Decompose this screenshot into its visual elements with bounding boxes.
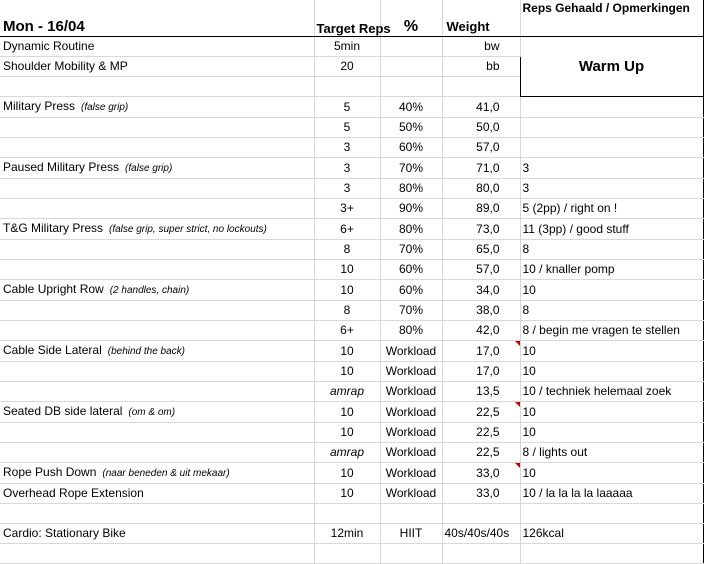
weight-cell[interactable]: 71,0 [442, 158, 520, 179]
weight-cell[interactable]: bw [442, 37, 520, 57]
reps-cell[interactable]: 10 [314, 484, 380, 504]
result-cell[interactable]: 3 [520, 179, 703, 199]
reps-cell[interactable]: 12min [314, 524, 380, 544]
result-cell[interactable]: 8 [520, 240, 703, 260]
percent-cell[interactable]: 90% [380, 199, 442, 219]
result-cell[interactable]: 10 [520, 362, 703, 382]
table-row [0, 382, 703, 402]
reps-cell[interactable]: 20 [314, 57, 380, 77]
result-cell[interactable] [520, 504, 703, 524]
sheet-title-cell[interactable] [0, 0, 314, 37]
exercise-cell[interactable] [0, 280, 314, 301]
percent-cell[interactable]: Workload [380, 382, 442, 402]
exercise-note: (om & om) [128, 407, 176, 418]
reps-cell[interactable] [314, 504, 380, 524]
percent-cell[interactable]: Workload [380, 443, 442, 463]
exercise-name: Rope Push Down [3, 465, 97, 479]
result-cell[interactable]: 3 [520, 158, 703, 179]
percent-cell[interactable]: Workload [380, 423, 442, 443]
weight-cell[interactable]: 13,5 [442, 382, 520, 402]
exercise-cell[interactable] [0, 179, 314, 199]
exercise-note: (false grip) [81, 102, 129, 113]
table-row [0, 484, 703, 504]
target-reps-label: Target Reps [316, 21, 391, 36]
exercise-cell[interactable] [0, 504, 314, 524]
percent-cell[interactable]: 60% [380, 280, 442, 301]
weight-cell[interactable]: 57,0 [442, 260, 520, 280]
target-reps-header[interactable] [314, 0, 391, 37]
reps-cell[interactable]: 10 [314, 402, 380, 423]
exercise-cell[interactable] [0, 423, 314, 443]
reps-cell[interactable]: 3 [314, 158, 380, 179]
table-row [0, 402, 703, 423]
exercise-note: (2 handles, chain) [109, 285, 190, 296]
reps-cell[interactable]: 5min [314, 37, 380, 57]
table-row [0, 118, 703, 138]
exercise-cell[interactable] [0, 402, 314, 423]
percent-cell[interactable]: HIIT [380, 524, 442, 544]
percent-cell[interactable]: Workload [380, 402, 442, 423]
table-row [0, 544, 703, 564]
weight-cell[interactable]: 57,0 [442, 138, 520, 158]
percent-cell[interactable]: 80% [380, 321, 442, 341]
reps-cell[interactable]: 5 [314, 97, 380, 118]
result-cell[interactable]: 10 / la la la la laaaaa [520, 484, 703, 504]
table-row [0, 37, 703, 57]
reps-cell[interactable]: 10 [314, 423, 380, 443]
exercise-cell[interactable] [0, 240, 314, 260]
exercise-cell[interactable] [0, 138, 314, 158]
weight-cell[interactable]: 42,0 [442, 321, 520, 341]
reps-cell[interactable]: amrap [314, 443, 380, 463]
weight-cell[interactable]: 80,0 [442, 179, 520, 199]
result-cell[interactable]: 5 (2pp) / right on ! [520, 199, 703, 219]
exercise-name: Cable Upright Row [3, 282, 104, 296]
weight-cell[interactable]: 22,5 [442, 443, 520, 463]
table-row [0, 463, 703, 484]
reps-cell[interactable]: 6+ [314, 219, 380, 240]
percent-cell[interactable]: 50% [380, 118, 442, 138]
exercise-cell[interactable] [0, 77, 314, 97]
reps-cell[interactable] [314, 77, 380, 97]
result-cell[interactable]: 10 [520, 463, 703, 484]
table-row [0, 97, 703, 118]
result-cell[interactable]: 10 [520, 402, 703, 423]
percent-cell[interactable]: 80% [380, 179, 442, 199]
percent-cell[interactable] [380, 37, 442, 57]
weight-label: Weight [446, 19, 490, 34]
exercise-name: Seated DB side lateral [3, 404, 123, 418]
weight-cell[interactable]: 50,0 [442, 118, 520, 138]
exercise-cell[interactable] [0, 199, 314, 219]
weight-cell[interactable]: 41,0 [442, 97, 520, 118]
exercise-cell[interactable] [0, 118, 314, 138]
table-row [0, 179, 703, 199]
exercise-cell[interactable] [0, 321, 314, 341]
exercise-name: Overhead Rope Extension [3, 486, 144, 500]
result-cell[interactable]: 10 [520, 341, 703, 362]
reps-cell[interactable]: 6+ [314, 321, 380, 341]
result-cell[interactable] [520, 118, 703, 138]
exercise-cell[interactable] [0, 158, 314, 179]
weight-cell[interactable]: 34,0 [442, 280, 520, 301]
exercise-name: Military Press [3, 99, 76, 113]
result-cell[interactable]: 11 (3pp) / good stuff [520, 219, 703, 240]
percent-cell[interactable]: Workload [380, 362, 442, 382]
reps-cell[interactable]: 10 [314, 362, 380, 382]
percent-cell[interactable]: 60% [380, 138, 442, 158]
reps-cell[interactable]: amrap [314, 382, 380, 402]
weight-cell[interactable] [442, 77, 520, 97]
table-row [0, 341, 703, 362]
table-row [0, 443, 703, 463]
weight-cell[interactable]: 38,0 [442, 301, 520, 321]
exercise-name: Cardio: Stationary Bike [3, 526, 126, 540]
percent-cell[interactable]: 40% [380, 97, 442, 118]
exercise-cell[interactable] [0, 484, 314, 504]
weight-cell[interactable]: 40s/40s/40s [442, 524, 520, 544]
result-cell[interactable]: 10 [520, 423, 703, 443]
exercise-cell[interactable] [0, 97, 314, 118]
weight-cell[interactable]: 33,0 [442, 484, 520, 504]
reps-cell[interactable]: 8 [314, 240, 380, 260]
exercise-name: T&G Military Press [3, 221, 104, 235]
exercise-name: Paused Military Press [3, 160, 120, 174]
reps-cell[interactable]: 10 [314, 260, 380, 280]
percent-cell[interactable] [380, 57, 442, 77]
percent-cell[interactable]: 70% [380, 301, 442, 321]
exercise-cell[interactable] [0, 382, 314, 402]
table-row [0, 280, 703, 301]
results-header[interactable] [520, 0, 703, 37]
table-row [0, 362, 703, 382]
exercise-name: Cable Side Lateral [3, 343, 102, 357]
exercise-note: (false grip) [125, 163, 173, 174]
percent-cell[interactable] [380, 77, 442, 97]
weight-cell[interactable]: 73,0 [442, 219, 520, 240]
exercise-cell[interactable] [0, 260, 314, 280]
reps-cell[interactable]: 3 [314, 179, 380, 199]
percent-cell[interactable]: 60% [380, 260, 442, 280]
exercise-cell[interactable] [0, 463, 314, 484]
percent-cell[interactable]: Workload [380, 463, 442, 484]
percent-cell[interactable]: 70% [380, 240, 442, 260]
result-cell[interactable]: 10 / knaller pomp [520, 260, 703, 280]
exercise-note: (naar beneden & uit mekaar) [102, 468, 230, 479]
reps-cell[interactable] [314, 544, 380, 564]
header-row [0, 0, 703, 37]
exercise-cell[interactable] [0, 37, 314, 57]
percent-cell[interactable]: Workload [380, 341, 442, 362]
table-row [0, 219, 703, 240]
warm-up-cell[interactable]: Warm Up [520, 37, 703, 97]
exercise-cell[interactable] [0, 443, 314, 463]
table-row [0, 260, 703, 280]
sheet-title: Mon - 16/04 [3, 18, 85, 35]
weight-cell[interactable]: 17,0 [442, 362, 520, 382]
reps-cell[interactable]: 3+ [314, 199, 380, 219]
weight-cell[interactable]: 17,0 [442, 341, 520, 362]
weight-cell[interactable]: 89,0 [442, 199, 520, 219]
percent-cell[interactable]: 70% [380, 158, 442, 179]
result-cell[interactable]: 8 [520, 301, 703, 321]
table-row [0, 504, 703, 524]
weight-cell[interactable] [442, 504, 520, 524]
exercise-name: Shoulder Mobility & MP [3, 59, 128, 73]
table-row [0, 240, 703, 260]
result-cell[interactable] [520, 138, 703, 158]
reps-cell[interactable]: 3 [314, 138, 380, 158]
reps-cell[interactable]: 5 [314, 118, 380, 138]
exercise-cell[interactable] [0, 362, 314, 382]
exercise-name: Dynamic Routine [3, 39, 95, 53]
result-cell[interactable]: 126kcal [520, 524, 703, 544]
percent-cell[interactable]: 80% [380, 219, 442, 240]
exercise-cell[interactable] [0, 544, 314, 564]
table-row [0, 199, 703, 219]
weight-cell[interactable] [442, 544, 520, 564]
percent-cell[interactable]: Workload [380, 484, 442, 504]
percent-label: % [403, 18, 419, 35]
exercise-cell[interactable] [0, 301, 314, 321]
table-row [0, 321, 703, 341]
exercise-cell[interactable] [0, 524, 314, 544]
reps-cell[interactable]: 10 [314, 341, 380, 362]
result-cell[interactable]: 10 / techniek helemaal zoek [520, 382, 703, 402]
weight-cell[interactable]: bb [442, 57, 520, 77]
table-row [0, 158, 703, 179]
exercise-cell[interactable] [0, 57, 314, 77]
reps-cell[interactable]: 10 [314, 463, 380, 484]
results-label: Reps Gehaald / Opmerkingen [522, 1, 690, 15]
result-cell[interactable] [520, 544, 703, 564]
result-cell[interactable]: 10 [520, 280, 703, 301]
weight-cell[interactable]: 33,0 [442, 463, 520, 484]
percent-cell[interactable] [380, 504, 442, 524]
exercise-note: (false grip, super strict, no lockouts) [109, 224, 267, 235]
weight-cell[interactable]: 22,5 [442, 402, 520, 423]
exercise-cell[interactable] [0, 341, 314, 362]
result-cell[interactable]: 8 / begin me vragen te stellen [520, 321, 703, 341]
reps-cell[interactable]: 8 [314, 301, 380, 321]
reps-cell[interactable]: 10 [314, 280, 380, 301]
result-cell[interactable] [520, 97, 703, 118]
table-row [0, 301, 703, 321]
percent-cell[interactable] [380, 544, 442, 564]
table-row [0, 423, 703, 443]
weight-cell[interactable]: 22,5 [442, 423, 520, 443]
result-cell[interactable]: 8 / lights out [520, 443, 703, 463]
weight-cell[interactable]: 65,0 [442, 240, 520, 260]
exercise-cell[interactable] [0, 219, 314, 240]
exercise-note: (behind the back) [107, 346, 186, 357]
weight-header[interactable] [442, 0, 520, 37]
table-row [0, 524, 703, 544]
table-row [0, 138, 703, 158]
